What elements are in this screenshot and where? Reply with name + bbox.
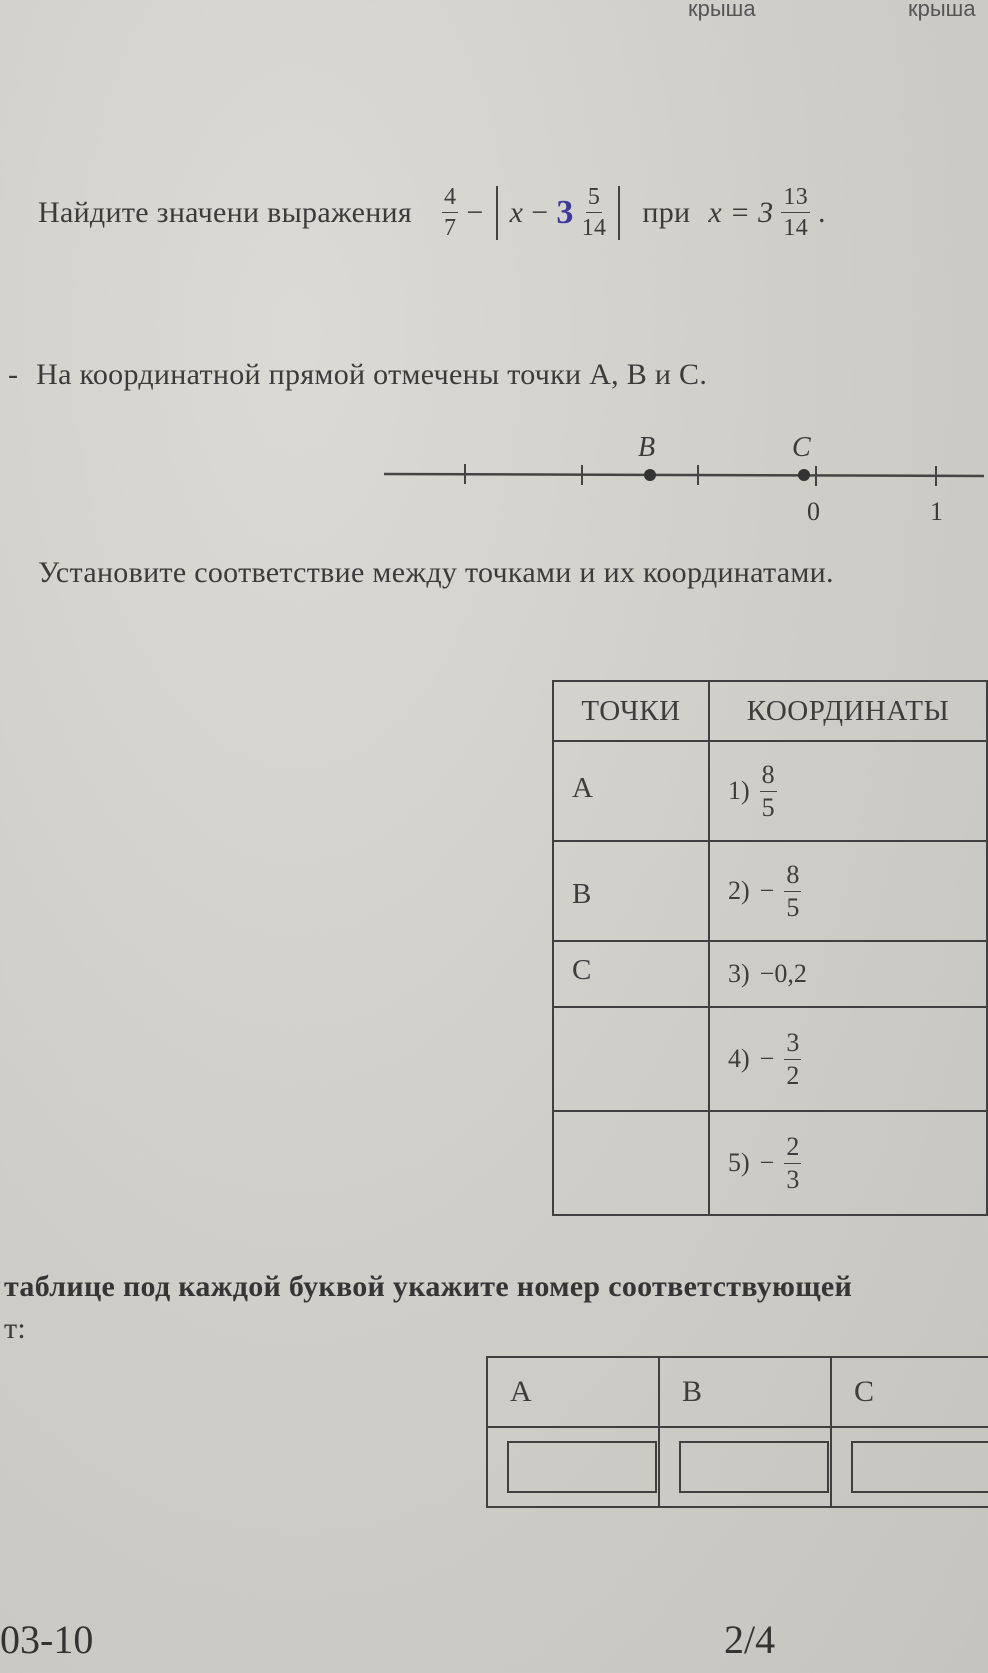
fraction-denominator: 14 — [783, 215, 809, 241]
option-label: 5) — [728, 1148, 750, 1177]
coord-cell — [709, 841, 987, 941]
point-c-label: C — [792, 432, 811, 463]
coord-cell — [709, 941, 987, 1007]
minus-sign: − — [759, 876, 775, 905]
header-points: ТОЧКИ — [553, 681, 709, 741]
option-label: 1) — [728, 776, 750, 805]
point-cell — [553, 1007, 709, 1111]
table-row — [553, 1007, 987, 1111]
abs-bar-right — [618, 186, 620, 240]
answer-box-c[interactable] — [851, 1441, 988, 1493]
answer-cell-b — [659, 1427, 831, 1507]
header-word-left: крыша — [688, 0, 756, 21]
point-c-marker — [798, 469, 810, 481]
coord-cell — [709, 1007, 987, 1111]
fraction-numerator: 8 — [760, 762, 777, 792]
answer-instruction: таблице под каждой буквой укажите номер соответствующей — [4, 1270, 853, 1303]
coord-cell — [709, 741, 987, 841]
matching-table — [552, 680, 988, 1216]
header-word-right: крыша — [908, 0, 976, 21]
fraction-five-fourteenths — [582, 185, 607, 240]
point-b-label: B — [638, 432, 656, 463]
fraction-numerator: 5 — [586, 185, 602, 213]
answer-header-a: A — [487, 1357, 659, 1427]
fraction-denominator: 14 — [581, 215, 607, 241]
answer-box-a[interactable] — [507, 1441, 657, 1493]
abs-bar-left — [496, 186, 498, 240]
fraction — [760, 759, 777, 822]
fraction-numerator: 13 — [781, 185, 810, 213]
point-cell — [553, 1111, 709, 1215]
answer-cell-c — [831, 1427, 988, 1507]
inner-minus: − — [531, 195, 549, 229]
handwritten-three: 3 — [556, 193, 574, 231]
word-at: при — [642, 195, 691, 229]
answer-input-row — [487, 1427, 988, 1507]
point-cell: B — [553, 841, 709, 941]
fraction — [784, 859, 801, 922]
fraction-denominator: 2 — [786, 1060, 800, 1090]
fraction-denominator: 5 — [786, 892, 800, 922]
answer-prefix: т: — [4, 1312, 27, 1345]
fraction-numerator: 4 — [442, 185, 458, 213]
answer-header-row — [487, 1357, 988, 1427]
table-row — [553, 941, 987, 1007]
fraction-four-sevenths — [442, 185, 458, 240]
number-line-axis — [384, 474, 984, 476]
answer-header-b: B — [659, 1357, 831, 1427]
point-cell: C — [553, 941, 709, 1007]
table-row — [553, 1111, 987, 1215]
task2-instruction: Установите соответствие между точками и их координатами. — [38, 556, 834, 589]
fraction — [784, 1131, 801, 1194]
option-label: 3) — [728, 959, 750, 988]
minus-sign: − — [759, 1044, 775, 1073]
minus-sign: − — [759, 1148, 775, 1177]
fraction-numerator: 8 — [784, 862, 801, 892]
fraction-numerator: 2 — [784, 1134, 801, 1164]
bullet-dash: - — [8, 358, 19, 391]
fraction-thirteen-fourteenths — [781, 185, 810, 240]
header-coordinates: КООРДИНАТЫ — [709, 681, 987, 741]
x-equals: x = 3 — [708, 195, 774, 229]
number-line — [380, 430, 988, 530]
period: . — [818, 195, 826, 229]
tick-label-one: 1 — [930, 497, 943, 526]
page-number: 2/4 — [724, 1617, 776, 1662]
option-label: 2) — [728, 876, 750, 905]
coord-cell — [709, 1111, 987, 1215]
answer-box-b[interactable] — [679, 1441, 829, 1493]
fraction — [784, 1027, 801, 1090]
answer-table — [486, 1356, 988, 1508]
variable-x: x — [509, 195, 524, 229]
task1-text: Найдите значени выражения — [38, 195, 413, 229]
fraction-denominator: 7 — [444, 215, 457, 241]
footer-code: 03-10 — [0, 1617, 94, 1662]
option-value: −0,2 — [759, 959, 807, 988]
fraction-denominator: 3 — [786, 1164, 800, 1194]
answer-header-c: C — [831, 1357, 988, 1427]
minus-sign: − — [466, 195, 484, 229]
fraction-denominator: 5 — [761, 792, 775, 822]
table-row — [553, 741, 987, 841]
option-label: 4) — [728, 1044, 750, 1073]
point-b-marker — [644, 469, 656, 481]
task1-expression — [38, 185, 826, 240]
point-cell: A — [553, 741, 709, 841]
task2-statement-line — [8, 358, 707, 392]
answer-cell-a — [487, 1427, 659, 1507]
table-row — [553, 841, 987, 941]
task2-statement: На координатной прямой отмечены точки A, B и C. — [36, 358, 708, 391]
fraction-numerator: 3 — [784, 1030, 801, 1060]
tick-label-zero: 0 — [807, 497, 820, 526]
